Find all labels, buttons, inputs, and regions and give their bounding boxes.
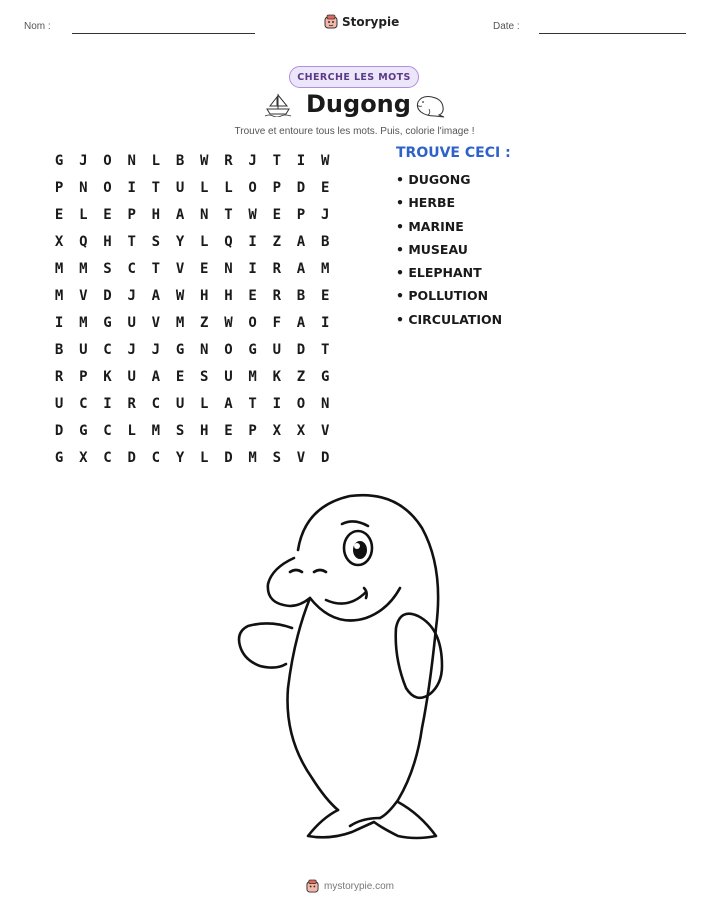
- grid-cell: P: [54, 179, 64, 196]
- grid-cell: X: [296, 422, 306, 439]
- grid-cell: A: [224, 395, 233, 412]
- grid-cell: O: [248, 179, 257, 196]
- grid-cell: D: [296, 341, 306, 358]
- grid-cell: T: [248, 395, 257, 412]
- grid-cell: M: [320, 260, 330, 277]
- grid-cell: P: [272, 179, 281, 196]
- footer: [306, 879, 394, 893]
- grid-cell: E: [175, 368, 185, 385]
- grid-cell: K: [103, 368, 112, 385]
- grid-cell: R: [127, 395, 136, 412]
- grid-cell: X: [54, 233, 64, 250]
- word-item-museau: • MUSEAU: [396, 240, 502, 263]
- grid-row: [47, 363, 337, 390]
- brand-name: Storypie: [342, 14, 400, 29]
- grid-cell: D: [127, 449, 136, 466]
- grid-cell: Z: [296, 368, 306, 385]
- grid-cell: J: [79, 152, 88, 169]
- grid-cell: I: [248, 233, 257, 250]
- grid-cell: A: [296, 314, 306, 331]
- word-search-grid: [47, 147, 337, 471]
- date-line: [539, 33, 686, 34]
- grid-cell: A: [151, 368, 161, 385]
- grid-cell: S: [200, 368, 209, 385]
- grid-cell: S: [103, 260, 112, 277]
- grid-cell: H: [224, 287, 233, 304]
- grid-cell: J: [151, 341, 161, 358]
- grid-cell: H: [200, 422, 209, 439]
- grid-cell: U: [127, 314, 136, 331]
- grid-cell: I: [272, 395, 281, 412]
- grid-cell: M: [248, 449, 257, 466]
- word-item-pollution: • POLLUTION: [396, 286, 502, 309]
- grid-cell: V: [175, 260, 185, 277]
- grid-cell: P: [127, 206, 136, 223]
- grid-cell: D: [103, 287, 112, 304]
- grid-cell: X: [272, 422, 281, 439]
- grid-cell: A: [175, 206, 185, 223]
- grid-cell: C: [103, 341, 112, 358]
- grid-cell: U: [127, 368, 136, 385]
- grid-cell: M: [248, 368, 257, 385]
- grid-cell: T: [272, 152, 281, 169]
- word-item-elephant: • ELEPHANT: [396, 263, 502, 286]
- page-title: Dugong: [306, 90, 411, 118]
- grid-cell: A: [296, 233, 306, 250]
- grid-row: [47, 174, 337, 201]
- dugong-coloring-image: [230, 488, 480, 850]
- grid-cell: L: [127, 422, 136, 439]
- grid-cell: K: [272, 368, 281, 385]
- word-list: [396, 170, 502, 333]
- grid-cell: I: [320, 314, 330, 331]
- find-title: TROUVE CECI :: [396, 145, 511, 161]
- grid-cell: R: [224, 152, 233, 169]
- grid-cell: C: [127, 260, 136, 277]
- grid-cell: W: [175, 287, 185, 304]
- grid-cell: H: [200, 287, 209, 304]
- grid-cell: G: [54, 152, 64, 169]
- grid-cell: Q: [79, 233, 88, 250]
- grid-cell: T: [224, 206, 233, 223]
- grid-cell: L: [200, 233, 209, 250]
- grid-cell: M: [54, 287, 64, 304]
- grid-cell: B: [296, 287, 306, 304]
- grid-cell: W: [320, 152, 330, 169]
- grid-cell: U: [272, 341, 281, 358]
- grid-cell: C: [151, 395, 161, 412]
- grid-cell: V: [320, 422, 330, 439]
- grid-cell: Y: [175, 449, 185, 466]
- name-line: [72, 33, 255, 34]
- grid-cell: E: [103, 206, 112, 223]
- grid-row: [47, 255, 337, 282]
- grid-cell: E: [224, 422, 233, 439]
- grid-cell: V: [151, 314, 161, 331]
- grid-row: [47, 282, 337, 309]
- grid-cell: O: [103, 152, 112, 169]
- grid-cell: C: [103, 449, 112, 466]
- grid-cell: L: [224, 179, 233, 196]
- grid-cell: E: [320, 287, 330, 304]
- grid-cell: C: [79, 395, 88, 412]
- grid-cell: N: [79, 179, 88, 196]
- grid-row: [47, 147, 337, 174]
- grid-cell: D: [320, 449, 330, 466]
- grid-cell: L: [79, 206, 88, 223]
- grid-cell: M: [151, 422, 161, 439]
- boat-sketch-icon: [263, 91, 293, 117]
- grid-cell: N: [200, 206, 209, 223]
- storypie-logo-icon: [306, 879, 319, 893]
- grid-cell: S: [272, 449, 281, 466]
- grid-cell: E: [200, 260, 209, 277]
- grid-row: [47, 444, 337, 471]
- grid-row: [47, 201, 337, 228]
- grid-cell: W: [224, 314, 233, 331]
- grid-cell: P: [248, 422, 257, 439]
- grid-cell: J: [127, 287, 136, 304]
- word-item-herbe: • HERBE: [396, 193, 502, 216]
- grid-cell: H: [151, 206, 161, 223]
- footer-site-link[interactable]: mystorypie.com: [324, 880, 395, 892]
- grid-cell: R: [272, 260, 281, 277]
- grid-cell: D: [296, 179, 306, 196]
- grid-cell: R: [54, 368, 64, 385]
- grid-cell: J: [127, 341, 136, 358]
- grid-cell: W: [200, 152, 209, 169]
- grid-cell: H: [103, 233, 112, 250]
- grid-cell: I: [127, 179, 136, 196]
- grid-cell: O: [296, 395, 306, 412]
- grid-cell: T: [127, 233, 136, 250]
- grid-cell: T: [151, 260, 161, 277]
- instructions: Trouve et entoure tous les mots. Puis, colorie l'image !: [234, 126, 475, 137]
- grid-cell: J: [320, 206, 330, 223]
- grid-cell: O: [248, 314, 257, 331]
- grid-cell: U: [224, 368, 233, 385]
- brand-logo: [324, 14, 399, 29]
- grid-cell: G: [175, 341, 185, 358]
- grid-cell: I: [103, 395, 112, 412]
- grid-cell: O: [103, 179, 112, 196]
- grid-cell: D: [54, 422, 64, 439]
- grid-cell: G: [248, 341, 257, 358]
- grid-cell: M: [79, 260, 88, 277]
- grid-cell: L: [200, 395, 209, 412]
- grid-cell: W: [248, 206, 257, 223]
- grid-cell: C: [151, 449, 161, 466]
- grid-cell: E: [320, 179, 330, 196]
- date-label: Date :: [493, 21, 520, 32]
- grid-cell: D: [224, 449, 233, 466]
- grid-cell: L: [200, 179, 209, 196]
- grid-cell: A: [296, 260, 306, 277]
- grid-cell: L: [151, 152, 161, 169]
- grid-cell: L: [200, 449, 209, 466]
- grid-cell: Q: [224, 233, 233, 250]
- grid-row: [47, 228, 337, 255]
- grid-cell: T: [151, 179, 161, 196]
- grid-cell: N: [200, 341, 209, 358]
- grid-cell: J: [248, 152, 257, 169]
- grid-cell: S: [175, 422, 185, 439]
- grid-cell: I: [296, 152, 306, 169]
- grid-cell: N: [127, 152, 136, 169]
- grid-cell: R: [272, 287, 281, 304]
- grid-cell: N: [320, 395, 330, 412]
- name-label: Nom :: [24, 21, 51, 32]
- word-item-circulation: • CIRCULATION: [396, 310, 502, 333]
- grid-cell: P: [296, 206, 306, 223]
- word-item-dugong: • DUGONG: [396, 170, 502, 193]
- grid-cell: E: [272, 206, 281, 223]
- grid-cell: E: [54, 206, 64, 223]
- grid-cell: G: [54, 449, 64, 466]
- grid-cell: U: [54, 395, 64, 412]
- grid-cell: V: [296, 449, 306, 466]
- grid-row: [47, 336, 337, 363]
- grid-cell: E: [248, 287, 257, 304]
- grid-cell: I: [248, 260, 257, 277]
- grid-row: [47, 309, 337, 336]
- grid-cell: M: [54, 260, 64, 277]
- grid-cell: A: [151, 287, 161, 304]
- word-item-marine: • MARINE: [396, 217, 502, 240]
- grid-cell: G: [103, 314, 112, 331]
- grid-cell: Y: [175, 233, 185, 250]
- grid-cell: X: [79, 449, 88, 466]
- grid-cell: M: [175, 314, 185, 331]
- grid-cell: V: [79, 287, 88, 304]
- grid-cell: S: [151, 233, 161, 250]
- grid-cell: B: [175, 152, 185, 169]
- grid-cell: B: [320, 233, 330, 250]
- grid-cell: F: [272, 314, 281, 331]
- grid-row: [47, 390, 337, 417]
- grid-cell: O: [224, 341, 233, 358]
- storypie-logo-icon: [324, 14, 338, 29]
- dugong-sketch-icon: [412, 92, 448, 118]
- grid-cell: I: [54, 314, 64, 331]
- grid-cell: G: [79, 422, 88, 439]
- activity-badge: CHERCHE LES MOTS: [289, 66, 419, 88]
- grid-cell: M: [79, 314, 88, 331]
- grid-cell: G: [320, 368, 330, 385]
- grid-cell: U: [175, 179, 185, 196]
- grid-cell: N: [224, 260, 233, 277]
- grid-row: [47, 417, 337, 444]
- grid-cell: Z: [200, 314, 209, 331]
- grid-cell: B: [54, 341, 64, 358]
- grid-cell: Z: [272, 233, 281, 250]
- grid-cell: P: [79, 368, 88, 385]
- grid-cell: T: [320, 341, 330, 358]
- grid-cell: C: [103, 422, 112, 439]
- grid-cell: U: [79, 341, 88, 358]
- grid-cell: U: [175, 395, 185, 412]
